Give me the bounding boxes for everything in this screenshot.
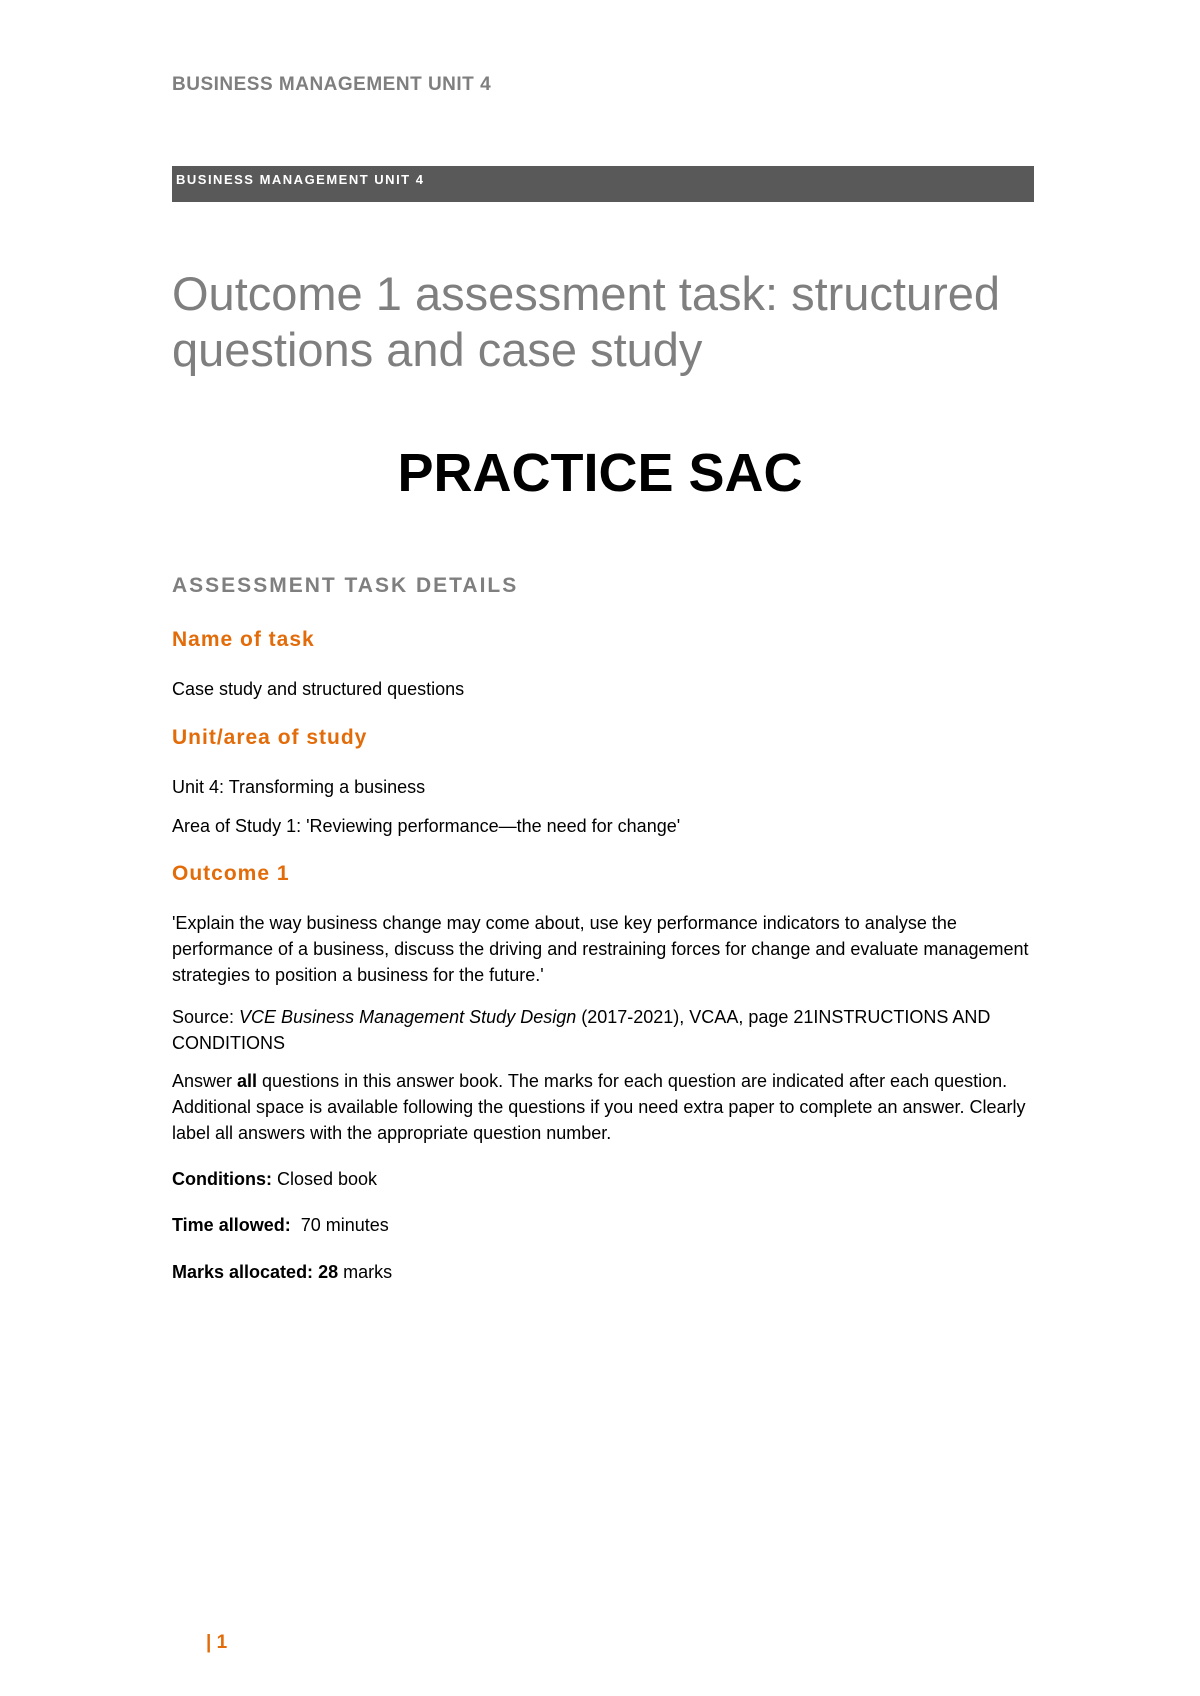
page-number: | 1 — [206, 1632, 228, 1653]
answer-all: all — [237, 1071, 258, 1091]
marks-allocated-line — [172, 1259, 1052, 1285]
time-label: Time allowed: — [172, 1215, 291, 1235]
conditions-label: Conditions: — [172, 1169, 272, 1189]
marks-unit: marks — [338, 1262, 393, 1282]
section-title-task-details: ASSESSMENT TASK DETAILS — [172, 574, 519, 597]
answer-prefix: Answer — [172, 1071, 238, 1091]
time-allowed-line — [172, 1212, 1052, 1238]
heading-name-of-task: Name of task — [172, 628, 315, 651]
source-rest: (2017-2021), VCAA, page 21INSTRUCTIONS AND CONDITIONS — [172, 1007, 991, 1053]
marks-label: Marks allocated: — [172, 1262, 314, 1282]
source-title: VCE Business Management Study Design — [239, 1007, 577, 1027]
area-of-study-value: Area of Study 1: 'Reviewing performance—the need for change' — [172, 816, 681, 836]
time-value: 70 minutes — [290, 1215, 389, 1235]
document-title: Outcome 1 assessment task: structured questions and case study — [172, 267, 1001, 376]
source-citation — [172, 1004, 1052, 1056]
running-header: BUSINESS MANAGEMENT UNIT 4 — [172, 74, 492, 95]
outcome-text: 'Explain the way business change may come about, use key performance indicators to analyse the performance of a business, discuss the driving and restraining forces for change and evaluate management strategies to position a business for the future.' — [172, 913, 1029, 985]
source-prefix: Source: — [172, 1007, 240, 1027]
heading-outcome-1: Outcome 1 — [172, 862, 290, 885]
conditions-value: Closed book — [271, 1169, 378, 1189]
marks-number: 28 — [313, 1262, 339, 1282]
header-bar — [172, 166, 1034, 202]
answer-instructions — [172, 1068, 1052, 1146]
unit-value: Unit 4: Transforming a business — [172, 777, 426, 797]
conditions-line — [172, 1166, 1052, 1192]
header-bar-label: BUSINESS MANAGEMENT UNIT 4 — [176, 172, 425, 187]
heading-unit-area: Unit/area of study — [172, 726, 368, 749]
answer-rest: questions in this answer book. The marks for each question are indicated after each question. Additional space is available following the questions if you need extra paper to complete an answer. Clearly label all answers with the appropriate question number. — [172, 1071, 1026, 1143]
name-of-task-value: Case study and structured questions — [172, 679, 465, 699]
practice-sac-heading: PRACTICE SAC — [397, 443, 803, 503]
